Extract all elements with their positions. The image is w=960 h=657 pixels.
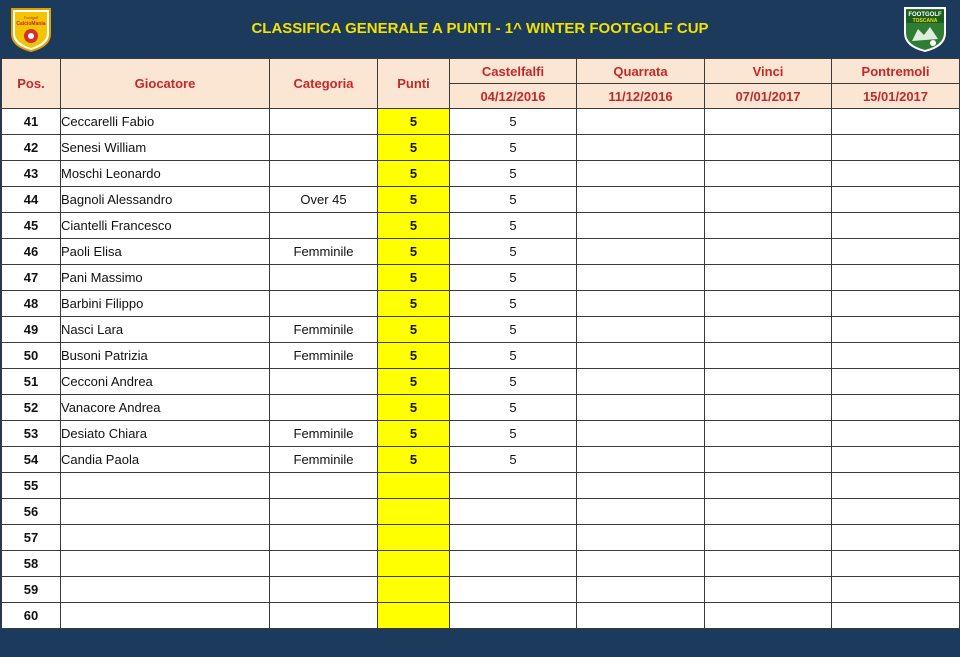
player-cell: Desiato Chiara bbox=[61, 421, 270, 447]
event-score-cell bbox=[832, 265, 960, 291]
points-cell: 5 bbox=[378, 135, 450, 161]
category-cell bbox=[270, 473, 378, 499]
col-header-points: Punti bbox=[378, 59, 450, 109]
event-score-cell bbox=[705, 343, 832, 369]
event-score-cell bbox=[832, 525, 960, 551]
event-score-cell bbox=[705, 421, 832, 447]
table-row bbox=[2, 135, 960, 161]
player-cell: Cecconi Andrea bbox=[61, 369, 270, 395]
event-score-cell: 5 bbox=[450, 187, 577, 213]
event-score-cell bbox=[450, 551, 577, 577]
svg-text:FOOTGOLF: FOOTGOLF bbox=[908, 12, 942, 18]
event-score-cell bbox=[577, 265, 705, 291]
event-score-cell bbox=[705, 239, 832, 265]
points-cell: 5 bbox=[378, 369, 450, 395]
event-score-cell bbox=[832, 551, 960, 577]
player-cell: Barbini Filippo bbox=[61, 291, 270, 317]
player-cell: Candia Paola bbox=[61, 447, 270, 473]
svg-text:TOSCANA: TOSCANA bbox=[912, 18, 938, 24]
points-cell: 5 bbox=[378, 109, 450, 135]
event-score-cell bbox=[577, 577, 705, 603]
position-cell: 55 bbox=[2, 473, 61, 499]
event-score-cell bbox=[705, 551, 832, 577]
category-cell bbox=[270, 265, 378, 291]
table-row bbox=[2, 603, 960, 629]
event-score-cell bbox=[450, 525, 577, 551]
event-score-cell bbox=[832, 343, 960, 369]
event-name: Vinci bbox=[705, 59, 832, 84]
event-score-cell bbox=[450, 603, 577, 629]
table-row bbox=[2, 551, 960, 577]
event-score-cell: 5 bbox=[450, 369, 577, 395]
table-row bbox=[2, 395, 960, 421]
category-cell: Femminile bbox=[270, 421, 378, 447]
table-row bbox=[2, 343, 960, 369]
event-date: 04/12/2016 bbox=[450, 84, 577, 109]
event-score-cell bbox=[832, 577, 960, 603]
event-score-cell bbox=[577, 161, 705, 187]
position-cell: 47 bbox=[2, 265, 61, 291]
event-date: 15/01/2017 bbox=[832, 84, 960, 109]
event-score-cell bbox=[577, 551, 705, 577]
points-cell: 5 bbox=[378, 187, 450, 213]
position-cell: 59 bbox=[2, 577, 61, 603]
svg-text:CalcioMania: CalcioMania bbox=[16, 21, 46, 27]
event-score-cell bbox=[577, 135, 705, 161]
event-score-cell bbox=[705, 499, 832, 525]
points-cell bbox=[378, 603, 450, 629]
event-score-cell bbox=[832, 161, 960, 187]
event-score-cell: 5 bbox=[450, 213, 577, 239]
points-cell bbox=[378, 473, 450, 499]
event-score-cell bbox=[832, 473, 960, 499]
table-row bbox=[2, 499, 960, 525]
col-header-category: Categoria bbox=[270, 59, 378, 109]
position-cell: 52 bbox=[2, 395, 61, 421]
event-score-cell bbox=[705, 317, 832, 343]
event-name: Quarrata bbox=[577, 59, 705, 84]
category-cell: Femminile bbox=[270, 447, 378, 473]
position-cell: 53 bbox=[2, 421, 61, 447]
event-score-cell bbox=[705, 187, 832, 213]
position-cell: 50 bbox=[2, 343, 61, 369]
table-row bbox=[2, 369, 960, 395]
event-score-cell: 5 bbox=[450, 421, 577, 447]
col-header-player: Giocatore bbox=[61, 59, 270, 109]
svg-text:Footgolf: Footgolf bbox=[23, 15, 39, 20]
event-score-cell bbox=[577, 421, 705, 447]
category-cell bbox=[270, 551, 378, 577]
table-row bbox=[2, 525, 960, 551]
event-score-cell bbox=[577, 395, 705, 421]
position-cell: 41 bbox=[2, 109, 61, 135]
points-cell: 5 bbox=[378, 395, 450, 421]
table-row bbox=[2, 213, 960, 239]
event-score-cell bbox=[832, 603, 960, 629]
event-score-cell bbox=[705, 473, 832, 499]
player-cell bbox=[61, 577, 270, 603]
event-score-cell bbox=[577, 109, 705, 135]
table-row bbox=[2, 421, 960, 447]
category-cell bbox=[270, 525, 378, 551]
event-score-cell bbox=[705, 603, 832, 629]
event-score-cell bbox=[705, 577, 832, 603]
category-cell: Femminile bbox=[270, 239, 378, 265]
col-header-pos: Pos. bbox=[2, 59, 61, 109]
event-score-cell bbox=[832, 187, 960, 213]
points-cell: 5 bbox=[378, 317, 450, 343]
position-cell: 48 bbox=[2, 291, 61, 317]
player-cell bbox=[61, 473, 270, 499]
event-score-cell bbox=[705, 291, 832, 317]
event-score-cell: 5 bbox=[450, 161, 577, 187]
page-footer bbox=[0, 635, 960, 657]
event-score-cell bbox=[832, 135, 960, 161]
points-cell bbox=[378, 577, 450, 603]
event-score-cell bbox=[832, 291, 960, 317]
player-cell: Paoli Elisa bbox=[61, 239, 270, 265]
table-row bbox=[2, 187, 960, 213]
points-cell bbox=[378, 499, 450, 525]
event-score-cell: 5 bbox=[450, 135, 577, 161]
event-score-cell bbox=[577, 447, 705, 473]
table-row bbox=[2, 577, 960, 603]
table-row bbox=[2, 239, 960, 265]
event-score-cell bbox=[832, 239, 960, 265]
player-cell: Busoni Patrizia bbox=[61, 343, 270, 369]
event-score-cell bbox=[577, 187, 705, 213]
player-cell: Bagnoli Alessandro bbox=[61, 187, 270, 213]
event-score-cell: 5 bbox=[450, 317, 577, 343]
event-score-cell bbox=[705, 109, 832, 135]
table-row bbox=[2, 473, 960, 499]
event-score-cell bbox=[577, 603, 705, 629]
event-score-cell bbox=[577, 239, 705, 265]
player-cell: Moschi Leonardo bbox=[61, 161, 270, 187]
player-cell: Pani Massimo bbox=[61, 265, 270, 291]
event-score-cell bbox=[577, 291, 705, 317]
position-cell: 56 bbox=[2, 499, 61, 525]
category-cell bbox=[270, 369, 378, 395]
points-cell bbox=[378, 525, 450, 551]
table-row bbox=[2, 447, 960, 473]
event-score-cell bbox=[832, 447, 960, 473]
position-cell: 43 bbox=[2, 161, 61, 187]
points-cell: 5 bbox=[378, 265, 450, 291]
category-cell bbox=[270, 499, 378, 525]
table-row bbox=[2, 317, 960, 343]
points-cell: 5 bbox=[378, 421, 450, 447]
player-cell bbox=[61, 525, 270, 551]
event-score-cell bbox=[832, 369, 960, 395]
event-score-cell bbox=[705, 161, 832, 187]
event-date: 07/01/2017 bbox=[705, 84, 832, 109]
position-cell: 45 bbox=[2, 213, 61, 239]
event-score-cell: 5 bbox=[450, 265, 577, 291]
points-cell: 5 bbox=[378, 213, 450, 239]
points-cell: 5 bbox=[378, 239, 450, 265]
event-score-cell bbox=[577, 343, 705, 369]
event-score-cell bbox=[705, 447, 832, 473]
points-cell: 5 bbox=[378, 343, 450, 369]
page-title: CLASSIFICA GENERALE A PUNTI - 1^ WINTER FOOTGOLF CUP bbox=[251, 20, 709, 37]
event-score-cell bbox=[832, 213, 960, 239]
points-cell: 5 bbox=[378, 447, 450, 473]
position-cell: 57 bbox=[2, 525, 61, 551]
event-score-cell bbox=[577, 213, 705, 239]
event-score-cell: 5 bbox=[450, 109, 577, 135]
event-score-cell bbox=[450, 473, 577, 499]
position-cell: 54 bbox=[2, 447, 61, 473]
player-cell: Nasci Lara bbox=[61, 317, 270, 343]
event-score-cell bbox=[577, 499, 705, 525]
event-score-cell bbox=[577, 525, 705, 551]
event-score-cell bbox=[705, 135, 832, 161]
points-cell: 5 bbox=[378, 291, 450, 317]
category-cell bbox=[270, 291, 378, 317]
player-cell bbox=[61, 499, 270, 525]
category-cell: Over 45 bbox=[270, 187, 378, 213]
player-cell bbox=[61, 551, 270, 577]
player-cell bbox=[61, 603, 270, 629]
table-row bbox=[2, 291, 960, 317]
position-cell: 58 bbox=[2, 551, 61, 577]
table-row bbox=[2, 161, 960, 187]
event-score-cell bbox=[577, 317, 705, 343]
category-cell: Femminile bbox=[270, 317, 378, 343]
category-cell bbox=[270, 135, 378, 161]
header-row-events bbox=[2, 59, 960, 84]
event-name: Castelfalfi bbox=[450, 59, 577, 84]
footgolf-toscana-logo-icon bbox=[900, 5, 950, 53]
event-score-cell: 5 bbox=[450, 447, 577, 473]
event-score-cell bbox=[450, 577, 577, 603]
category-cell bbox=[270, 161, 378, 187]
points-cell bbox=[378, 551, 450, 577]
event-score-cell bbox=[705, 369, 832, 395]
table-row bbox=[2, 265, 960, 291]
category-cell bbox=[270, 395, 378, 421]
event-score-cell bbox=[832, 499, 960, 525]
table-row bbox=[2, 109, 960, 135]
event-score-cell: 5 bbox=[450, 239, 577, 265]
event-date: 11/12/2016 bbox=[577, 84, 705, 109]
event-score-cell bbox=[705, 395, 832, 421]
position-cell: 42 bbox=[2, 135, 61, 161]
player-cell: Ciantelli Francesco bbox=[61, 213, 270, 239]
position-cell: 51 bbox=[2, 369, 61, 395]
position-cell: 49 bbox=[2, 317, 61, 343]
category-cell bbox=[270, 109, 378, 135]
event-score-cell bbox=[577, 473, 705, 499]
player-cell: Ceccarelli Fabio bbox=[61, 109, 270, 135]
event-score-cell bbox=[450, 499, 577, 525]
category-cell bbox=[270, 213, 378, 239]
event-score-cell: 5 bbox=[450, 343, 577, 369]
position-cell: 46 bbox=[2, 239, 61, 265]
position-cell: 60 bbox=[2, 603, 61, 629]
player-cell: Senesi William bbox=[61, 135, 270, 161]
event-score-cell bbox=[832, 109, 960, 135]
event-score-cell bbox=[705, 213, 832, 239]
category-cell bbox=[270, 577, 378, 603]
standings-table bbox=[1, 58, 960, 629]
position-cell: 44 bbox=[2, 187, 61, 213]
event-score-cell bbox=[832, 395, 960, 421]
event-score-cell bbox=[577, 369, 705, 395]
event-score-cell bbox=[832, 421, 960, 447]
event-score-cell bbox=[705, 265, 832, 291]
event-score-cell bbox=[705, 525, 832, 551]
category-cell: Femminile bbox=[270, 343, 378, 369]
event-score-cell: 5 bbox=[450, 291, 577, 317]
event-score-cell: 5 bbox=[450, 395, 577, 421]
player-cell: Vanacore Andrea bbox=[61, 395, 270, 421]
event-score-cell bbox=[832, 317, 960, 343]
page-header bbox=[0, 0, 960, 58]
event-name: Pontremoli bbox=[832, 59, 960, 84]
category-cell bbox=[270, 603, 378, 629]
points-cell: 5 bbox=[378, 161, 450, 187]
